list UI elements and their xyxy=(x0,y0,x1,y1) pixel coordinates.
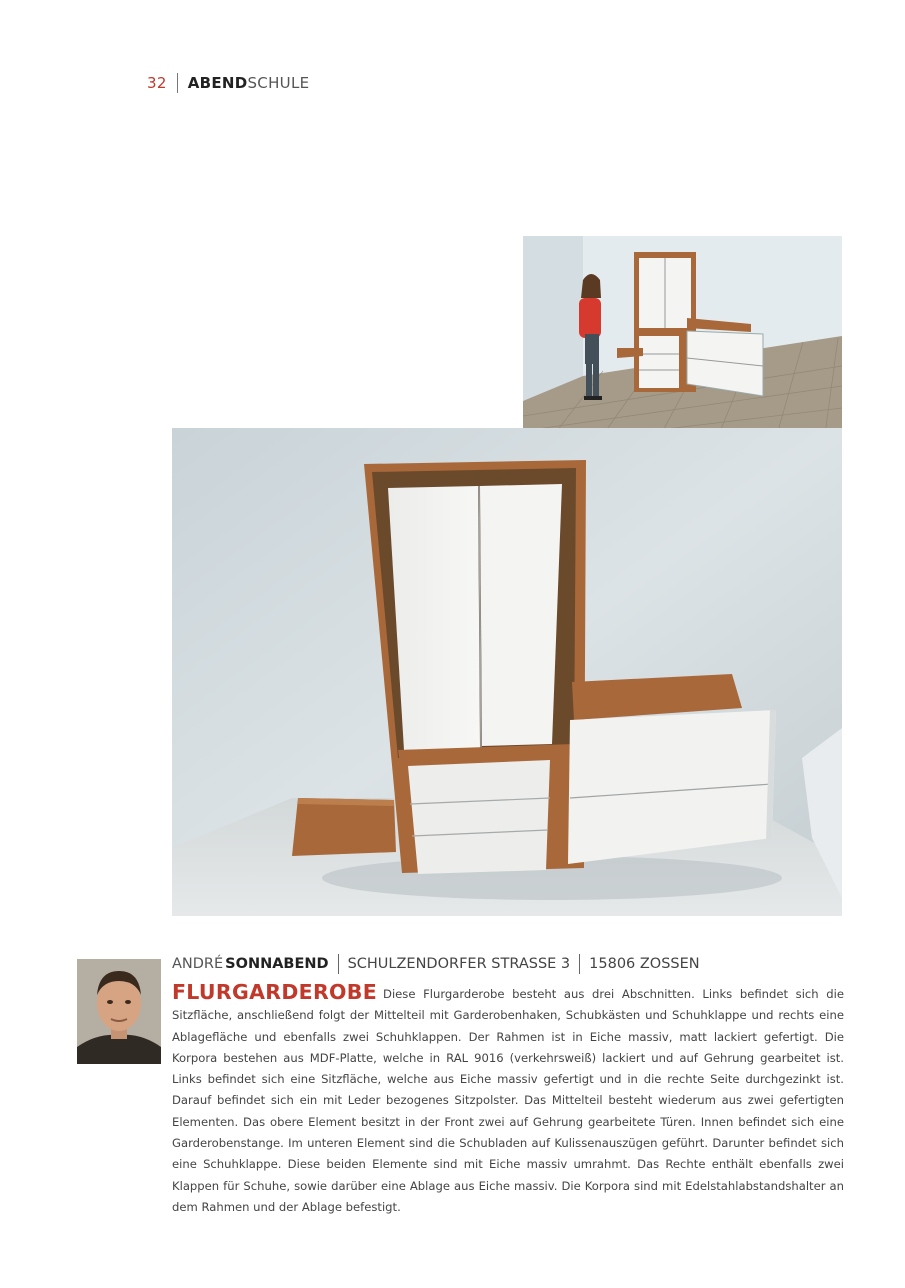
article-body xyxy=(172,982,844,1218)
section-name-light: SCHULE xyxy=(247,74,310,92)
article-text: Diese Flurgarderobe besteht aus drei Abschnitten. Links befindet sich die Sitzfläche, anschließend folgt der Mittelteil mit Garderobenhaken, Schubkästen und Schuhklappe und rechts eine Ablagefläche und ebenfalls zwei Schuhklappen. Der Rahmen ist in Eiche massiv, matt lackiert gefertigt. Die Korpora bestehen aus MDF-Platte, welche in RAL 9016 (verkehrsweiß) lackiert und auf Gehrung gearbeitet ist. Links befindet sich eine Sitzfläche, welche aus Eiche massiv gefertigt und in die rechte Seite durchgezinkt ist. Darauf befindet sich ein mit Leder bezogenes Sitzpolster. Das Mittelteil besteht wiederum aus zwei gefertigten Elementen. Das obere Element besitzt in der Front zwei auf Gehrung gearbeitete Türen. Innen befindet sich eine Garderobenstange. Im unteren Element sind die Schubladen auf Kulissenauszügen geführt. Darunter befindet sich eine Schuhklappe. Diese beiden Elemente sind mit Eiche massiv umrahmt. Das Rechte enthält ebenfalls zwei Klappen für Schuhe, sowie darüber eine Ablage aus Eiche massiv. Die Korpora sind mit Edelstahlabstandshalter an dem Rahmen und der Ablage befestigt. xyxy=(172,987,844,1214)
author-divider xyxy=(338,954,339,974)
author-street: SCHULZENDORFER STRASSE 3 xyxy=(347,956,571,972)
article-title: FLURGARDEROBE xyxy=(172,980,378,1004)
author-city: 15806 ZOSSEN xyxy=(589,956,700,972)
furniture-photo xyxy=(172,428,842,916)
author-info xyxy=(172,954,700,974)
page-number: 32 xyxy=(147,74,167,92)
header-divider xyxy=(177,73,178,93)
author-portrait xyxy=(77,959,161,1064)
running-header xyxy=(147,72,309,94)
author-first-name: ANDRÉ xyxy=(172,956,224,972)
section-name-bold: ABEND xyxy=(187,74,248,92)
author-divider xyxy=(579,954,580,974)
author-last-name: SONNABEND xyxy=(225,956,329,972)
furniture-render-image xyxy=(523,236,842,449)
